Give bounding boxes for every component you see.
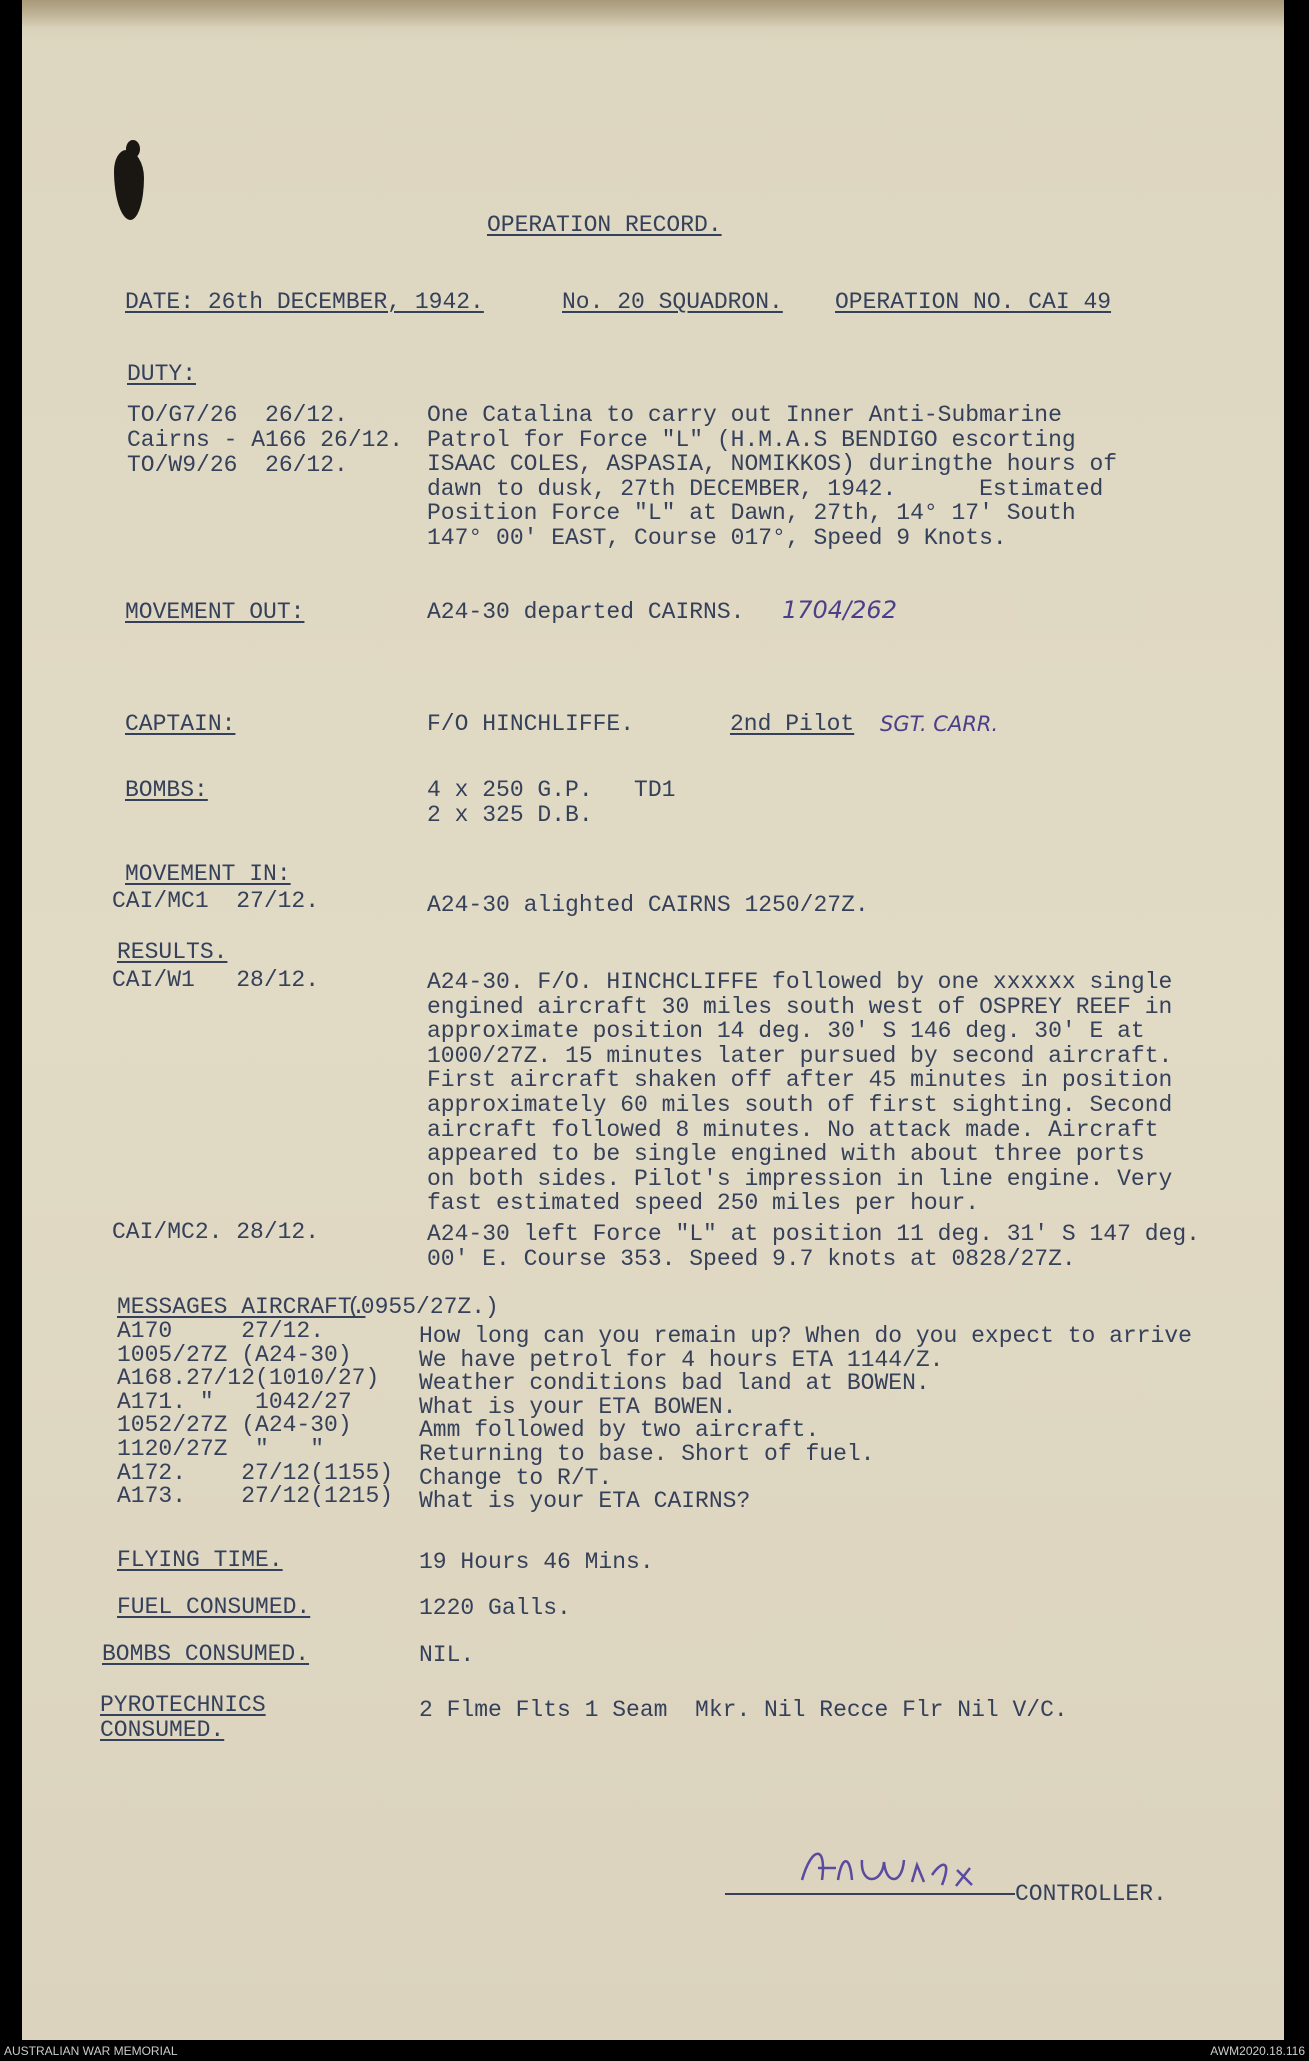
- second-pilot-label: 2nd Pilot: [730, 711, 855, 737]
- messages-label: MESSAGES AIRCRAFT.: [117, 1294, 366, 1320]
- flying-time-label: FLYING TIME.: [117, 1547, 283, 1573]
- movement-in-text: A24-30 alighted CAIRNS 1250/27Z.: [427, 892, 869, 918]
- bombs-consumed-value: NIL.: [419, 1642, 475, 1668]
- results-text-2: A24-30 left Force "L" at position 11 deg. 31' S 147 deg. 00' E. Course 353. Speed 9.7 knots at 0828/27Z.: [427, 1221, 1200, 1272]
- squadron-field: No. 20 SQUADRON.: [562, 289, 783, 315]
- messages-texts: How long can you remain up? When do you expect to arrive We have petrol for 4 hours ETA 1144/Z. Weather conditions bad land at BOWEN. What is your ETA BOWEN. Amm followed by two aircraft. Returning to base. Short of fuel. Change to R/T. What is your ETA CAIRNS?: [419, 1323, 1192, 1515]
- signature: [792, 1840, 1002, 1900]
- bombs-label: BOMBS:: [125, 777, 208, 803]
- movement-in-ref: CAI/MC1 27/12.: [112, 888, 320, 914]
- movement-out-handwritten: 1704/262: [782, 596, 897, 624]
- footer-left: AUSTRALIAN WAR MEMORIAL: [4, 2044, 178, 2058]
- pyrotechnics-value: 2 Flme Flts 1 Seam Mkr. Nil Recce Flr Nil V/C.: [419, 1697, 1068, 1723]
- date-field: DATE: 26th DECEMBER, 1942.: [125, 289, 484, 315]
- duty-refs: TO/G7/26 26/12. Cairns - A166 26/12. TO/W9/26 26/12.: [127, 402, 404, 478]
- messages-label-time: (0955/27Z.): [347, 1294, 499, 1320]
- controller-label: CONTROLLER.: [1015, 1881, 1167, 1907]
- movement-in-label: MOVEMENT IN:: [125, 861, 291, 887]
- page-title: OPERATION RECORD.: [487, 212, 722, 238]
- captain-label: CAPTAIN:: [125, 711, 236, 737]
- document-page: [22, 0, 1284, 2040]
- flying-time-value: 19 Hours 46 Mins.: [419, 1549, 654, 1575]
- fuel-value: 1220 Galls.: [419, 1595, 571, 1621]
- footer-right: AWM2020.18.116: [1210, 2044, 1305, 2058]
- duty-text: One Catalina to carry out Inner Anti-Submarine Patrol for Force "L" (H.M.A.S BENDIGO escorting ISAAC COLES, ASPASIA, NOMIKKOS) duringthe hours of dawn to dusk, 27th DECEMBER, 1942. Estimated Position Force "L" at Dawn, 27th, 14° 17' South 147° 00' EAST, Course 017°, Speed 9 Knots.: [427, 402, 1118, 551]
- movement-out-text: A24-30 departed CAIRNS.: [427, 599, 745, 625]
- pyrotechnics-label: PYROTECHNICS CONSUMED.: [100, 1692, 266, 1743]
- duty-label: DUTY:: [127, 361, 197, 387]
- bombs-consumed-label: BOMBS CONSUMED.: [102, 1641, 310, 1667]
- operation-number: OPERATION NO. CAI 49: [835, 289, 1112, 315]
- results-ref-1: CAI/W1 28/12.: [112, 967, 320, 993]
- messages-refs: A170 27/12. 1005/27Z (A24-30) A168.27/12(1010/27) A171. " 1042/27 1052/27Z (A24-30) 1120/27Z " " A172. 27/12(1155) A173. 27/12(1215): [117, 1318, 394, 1510]
- results-text-1: A24-30. F/O. HINCHCLIFFE followed by one xxxxxx single engined aircraft 30 miles south west of OSPREY REEF in approximate position 14 deg. 30' S 146 deg. 30' E at 1000/27Z. 15 minutes later pursued by second aircraft. First aircraft shaken off after 45 minutes in position approximately 60 miles south of first sighting. Second aircraft followed 8 minutes. No attack made. Aircraft appeared to be single engined with about three ports on both sides. Pilot's impression in line engine. Very fast estimated speed 250 miles per hour.: [427, 969, 1173, 1217]
- results-label: RESULTS.: [117, 939, 228, 965]
- fuel-label: FUEL CONSUMED.: [117, 1594, 311, 1620]
- paper-hole-small: [126, 140, 140, 158]
- paper-hole: [114, 150, 144, 220]
- bombs-text: 4 x 250 G.P. TD1 2 x 325 D.B.: [427, 777, 676, 828]
- second-pilot-handwritten: SGT. CARR.: [880, 712, 999, 736]
- captain-name: F/O HINCHLIFFE.: [427, 711, 635, 737]
- results-ref-2: CAI/MC2. 28/12.: [112, 1219, 320, 1245]
- movement-out-label: MOVEMENT OUT:: [125, 599, 305, 625]
